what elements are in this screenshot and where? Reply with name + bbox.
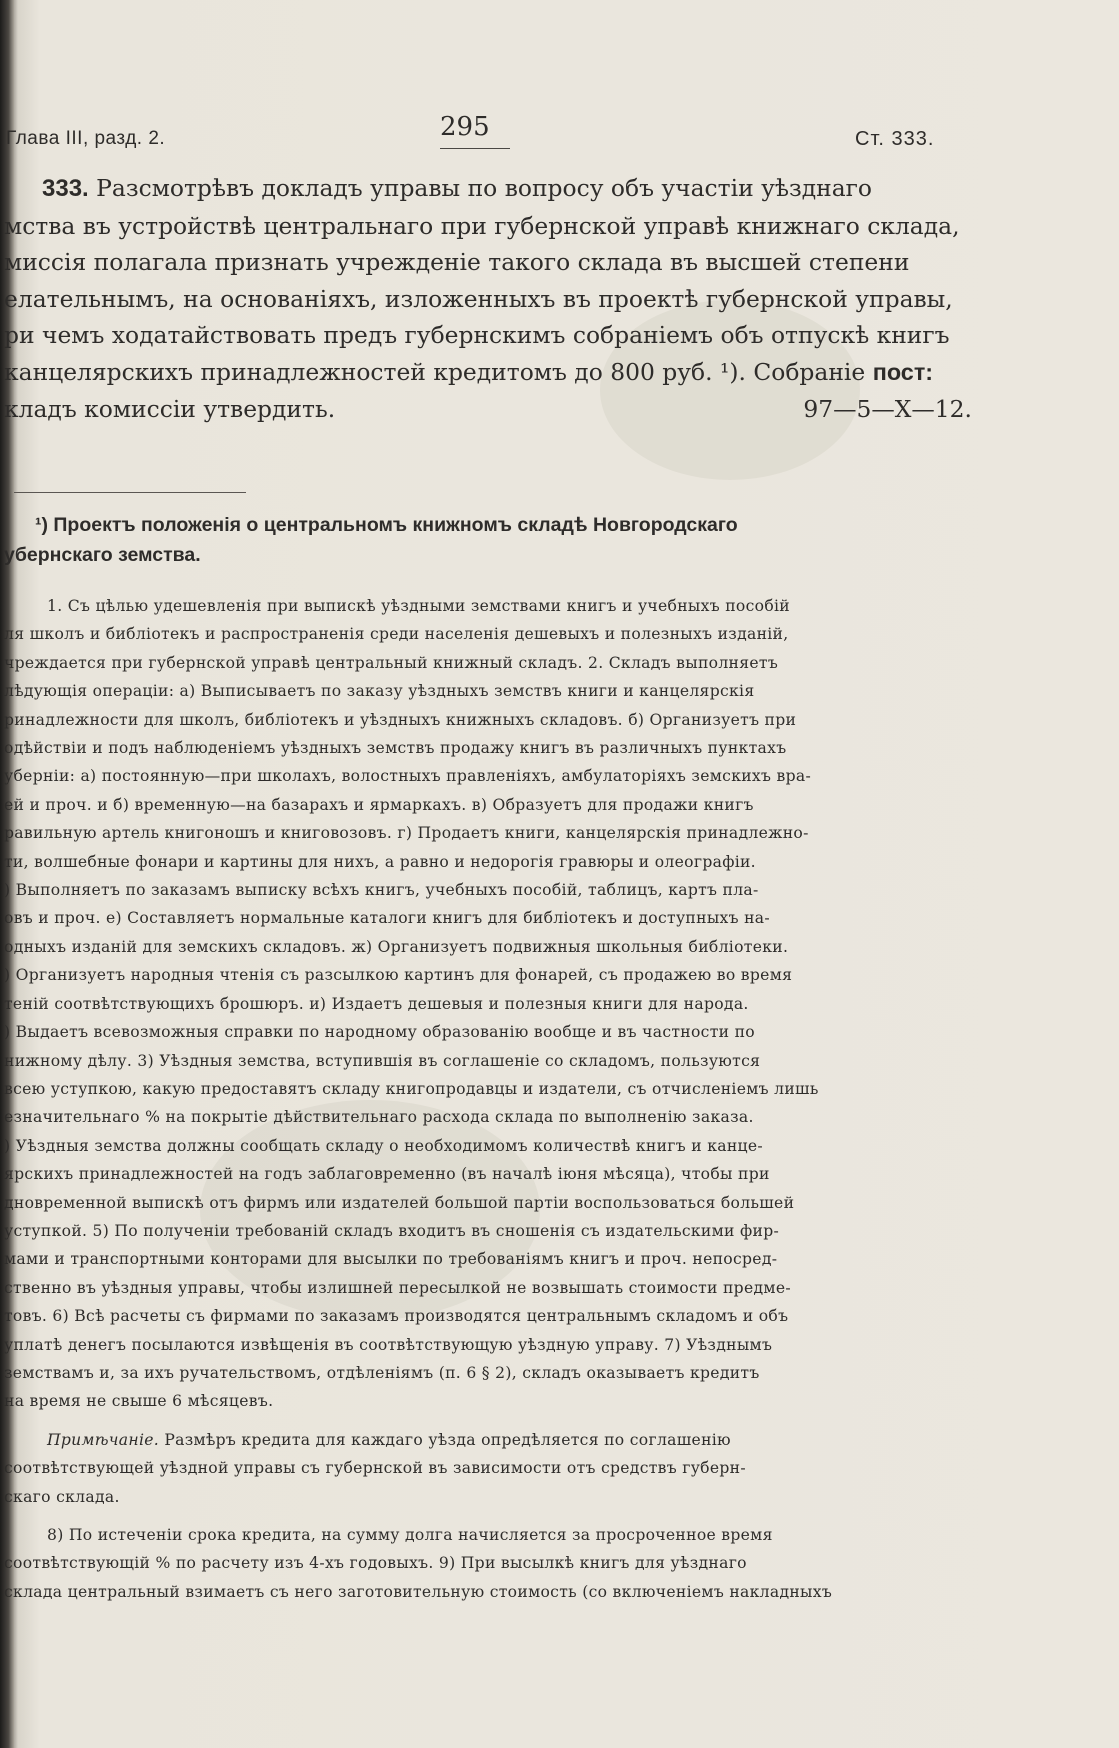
note-line: Примѣчаніе. Размѣръ кредита для каждаго уѣзда опредѣляется по соглашенію <box>47 1430 731 1449</box>
footnote-line: овъ и проч. е) Составляетъ нормальные каталоги книгъ для библіотекъ и доступныхъ на- <box>4 909 770 928</box>
footnote-line: ) Выдаетъ всевозможныя справки по народному образованію вообще и въ частности по <box>4 1023 755 1042</box>
footnote-line: лѣдующія операціи: а) Выписываетъ по заказу уѣздныхъ земствъ книги и канцелярскія <box>4 682 755 701</box>
article-line: ри чемъ ходатайствовать предъ губернскимъ собраніемъ объ отпускѣ книгъ <box>4 321 950 350</box>
page-header <box>0 112 1119 162</box>
article-line: миссія полагала признать учрежденіе такого склада въ высшей степени <box>4 248 910 277</box>
footnote-body <box>4 592 984 1606</box>
footnote-line: ринадлежности для школъ, библіотекъ и уѣздныхъ книжныхъ складовъ. б) Организуетъ при <box>4 710 797 729</box>
footnote-divider <box>14 492 246 493</box>
footnote-line: одѣйствіи и подъ наблюденіемъ уѣздныхъ земствъ продажу книгъ въ различныхъ пунктахъ <box>4 739 787 758</box>
article-line: 333. Разсмотрѣвъ докладъ управы по вопросу объ участіи уѣзднаго <box>42 174 872 202</box>
decision-reference: 97—5—X—12. <box>803 394 972 423</box>
footnote-line: всею уступкою, какую предоставятъ складу книгопродавцы и издатели, съ отчисленіемъ лишь <box>4 1079 819 1098</box>
footnote-line: соотвѣтствующій % по расчету изъ 4-хъ годовыхъ. 9) При высылкѣ книгъ для уѣзднаго <box>4 1554 747 1573</box>
footnote-line: ственно въ уѣздныя управы, чтобы излишней пересылкой не возвышать стоимости предме- <box>4 1278 791 1297</box>
footnote-line: ей и проч. и б) временную—на базарахъ и ярмаркахъ. в) Образуетъ для продажи книгъ <box>4 795 754 814</box>
footnote-line: на время не свыше 6 мѣсяцевъ. <box>4 1392 274 1411</box>
article-line: канцелярскихъ принадлежностей кредитомъ до 800 руб. ¹). Собраніе пост: <box>4 357 934 386</box>
footnote-line: мами и транспортными конторами для высылки по требованіямъ книгъ и проч. непосред- <box>4 1250 778 1269</box>
footnote-line: равильную артель книгоношъ и книговозовъ. г) Продаетъ книги, канцелярскія принадлежно- <box>4 824 809 843</box>
article-line: кладъ комиссіи утвердить. 97—5—X—12. <box>4 391 984 428</box>
article-number: 333. <box>42 175 89 202</box>
note-label: Примѣчаніе. <box>47 1430 160 1449</box>
footnote-line: ) Уѣздныя земства должны сообщать складу о необходимомъ количествѣ книгъ и канце- <box>4 1136 763 1155</box>
footnote-line: уступкой. 5) По полученіи требованій складъ входитъ въ сношенія съ издательскими фир- <box>4 1221 780 1240</box>
footnote-line: теній соотвѣтствующихъ брошюръ. и) Издаетъ дешевыя и полезныя книги для народа. <box>4 994 749 1013</box>
footnote-line: езначительнаго % на покрытіе дѣйствительнаго расхода склада по выполненію заказа. <box>4 1108 754 1127</box>
article-line: елательнымъ, на основаніяхъ, изложенныхъ въ проектѣ губернской управы, <box>4 284 953 313</box>
post-word: пост: <box>872 358 934 385</box>
article-label: Ст. 333. <box>855 128 935 150</box>
footnote-title: ¹) Проектъ положенія о центральномъ книжномъ складѣ Новгородскаго убернскаго земства. <box>4 514 738 566</box>
footnote-line: ) Организуетъ народныя чтенія съ разсылкою картинъ для фонарей, съ продажею во время <box>4 966 793 985</box>
footnote-line: товъ. 6) Всѣ расчеты съ фирмами по заказамъ производятся центральнымъ складомъ и объ <box>4 1307 789 1326</box>
article-line: мства въ устройствѣ центральнаго при губернской управѣ книжнаго склада, <box>4 211 960 240</box>
footnote-line: земствамъ и, за ихъ ручательствомъ, отдѣленіямъ (п. 6 § 2), складъ оказываетъ кредитъ <box>4 1363 760 1382</box>
footnote-line: уплатѣ денегъ посылаются извѣщенія въ соотвѣтствующую уѣздную управу. 7) Уѣзднымъ <box>4 1335 773 1354</box>
footnote-line: склада центральный взимаетъ съ него заготовительную стоимость (со включеніемъ накладныхъ <box>4 1582 833 1601</box>
footnote-line: ) Выполняетъ по заказамъ выписку всѣхъ книгъ, учебныхъ пособій, таблицъ, картъ пла- <box>4 881 759 900</box>
footnote-line: дновременной выпискѣ отъ фирмъ или издателей большой партіи воспользоваться большей <box>4 1193 795 1212</box>
footnote-line: нижному дѣлу. 3) Уѣздныя земства, вступившія въ соглашеніе со складомъ, пользуются <box>4 1051 761 1070</box>
footnote-line: ярскихъ принадлежностей на годъ заблаговременно (въ началѣ іюня мѣсяца), чтобы при <box>4 1165 770 1184</box>
article-text <box>4 170 984 427</box>
footnote-line: ля школъ и библіотекъ и распространенія среди населенія дешевыхъ и полезныхъ изданій, <box>4 625 789 644</box>
note-line: соотвѣтствующей уѣздной управы съ губернской въ зависимости отъ средствъ губерн- <box>4 1459 746 1478</box>
footnote-line: одныхъ изданій для земскихъ складовъ. ж) Организуетъ подвижныя школьныя библіотеки. <box>4 937 789 956</box>
note-line: скаго склада. <box>4 1487 120 1506</box>
footnote-line: ти, волшебные фонари и картины для нихъ, а равно и недорогія гравюры и олеографіи. <box>4 852 756 871</box>
footnote-line: 1. Съ цѣлью удешевленія при выпискѣ уѣздными земствами книгъ и учебныхъ пособій <box>47 597 790 615</box>
page-number: 295 <box>440 112 490 142</box>
footnote-line: уберніи: а) постоянную—при школахъ, волостныхъ правленіяхъ, амбулаторіяхъ земскихъ вра- <box>4 767 812 786</box>
footnote-line: чреждается при губернской управѣ центральный книжный складъ. 2. Складъ выполняетъ <box>4 653 779 672</box>
chapter-label: Глава III, разд. 2. <box>6 128 166 149</box>
footnote-line: 8) По истеченіи срока кредита, на сумму долга начисляется за просроченное время <box>47 1526 773 1544</box>
page-number-rule <box>440 148 510 149</box>
